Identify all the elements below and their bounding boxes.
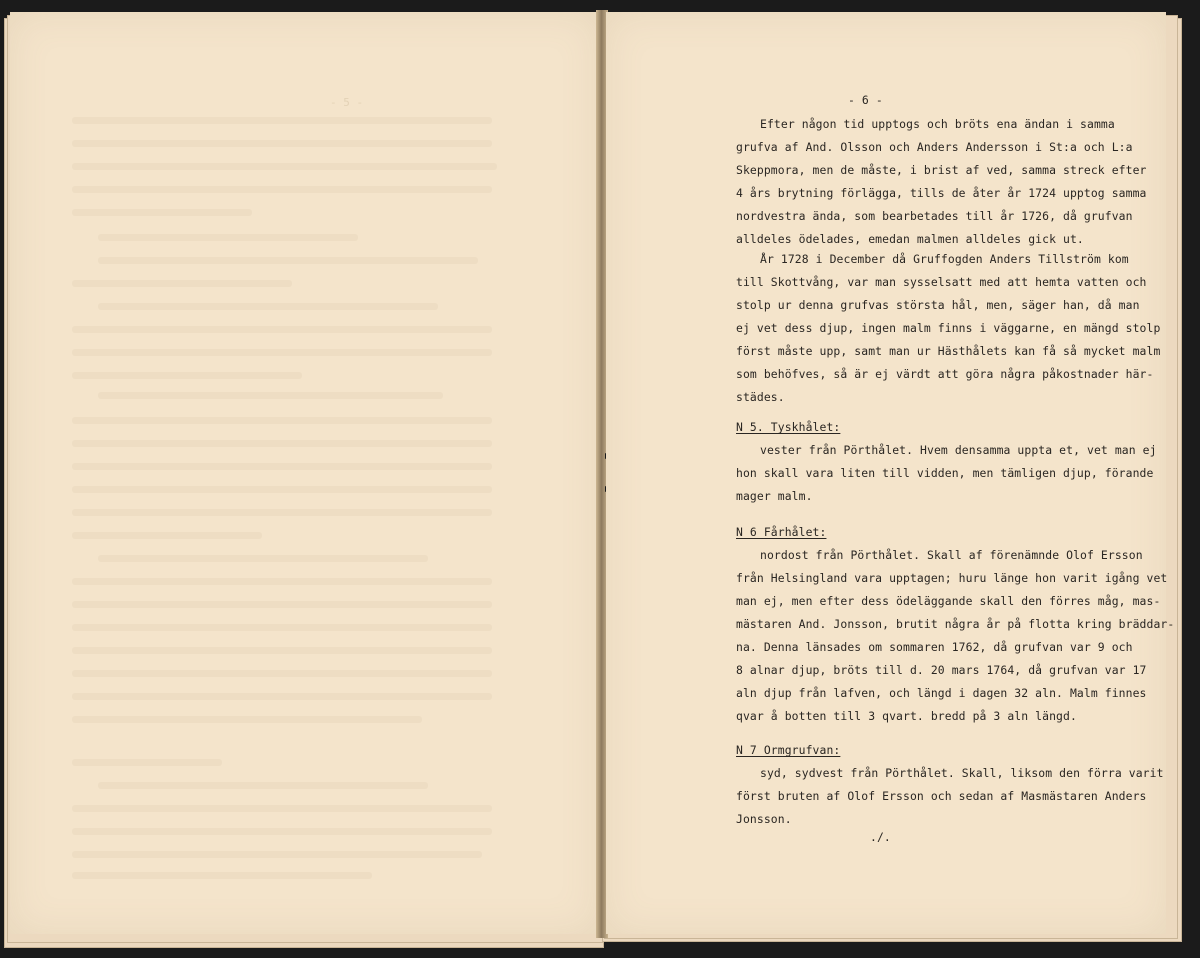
text-line: År 1728 i December då Gruffogden Anders Tillström kom <box>760 252 1129 266</box>
faded-text-line <box>72 186 492 193</box>
right-page <box>606 12 1175 934</box>
text-line: nordvestra ända, som bearbetades till år 1726, då grufvan <box>736 209 1133 223</box>
text-line: mager malm. <box>736 489 813 503</box>
faded-text-line <box>72 209 252 216</box>
faded-text-line <box>72 624 492 631</box>
faded-text-line <box>72 693 492 700</box>
left-page-number: - 5 - <box>330 96 364 109</box>
section-heading: N 5. Tyskhålet: <box>736 420 841 434</box>
faded-text-line <box>72 759 222 766</box>
text-line: aln djup från lafven, och längd i dagen 32 aln. Malm finnes <box>736 686 1147 700</box>
faded-text-line <box>72 805 492 812</box>
section-heading: N 6 Fårhålet: <box>736 525 827 539</box>
section-heading: N 7 Ormgrufvan: <box>736 743 841 757</box>
end-mark: ./. <box>870 830 891 844</box>
text-line: nordost från Pörthålet. Skall af förenämnde Olof Ersson <box>760 548 1143 562</box>
faded-text-line <box>72 163 497 170</box>
text-line: som behöfves, så är ej värdt att göra några påkostnader här- <box>736 367 1154 381</box>
faded-text-line <box>72 280 292 287</box>
faded-text-line <box>72 872 372 879</box>
faded-text-line <box>72 601 492 608</box>
faded-text-line <box>72 670 492 677</box>
faded-text-line <box>72 117 492 124</box>
text-line: hon skall vara liten till vidden, men tämligen djup, förande <box>736 466 1154 480</box>
faded-text-line <box>72 440 492 447</box>
faded-text-line <box>72 486 492 493</box>
faded-text-line <box>98 782 428 789</box>
faded-text-line <box>72 828 492 835</box>
faded-text-line <box>72 140 492 147</box>
faded-text-line <box>72 349 492 356</box>
faded-text-line <box>72 509 492 516</box>
text-line: Skeppmora, men de måste, i brist af ved, samma streck efter <box>736 163 1147 177</box>
faded-text-line <box>72 463 492 470</box>
faded-text-line <box>72 716 422 723</box>
text-line: från Helsingland vara upptagen; huru länge hon varit igång vet <box>736 571 1168 585</box>
left-page <box>10 12 598 934</box>
text-line: 4 års brytning förlägga, tills de åter år 1724 upptog samma <box>736 186 1147 200</box>
text-line: först bruten af Olof Ersson och sedan af Masmästaren Anders <box>736 789 1147 803</box>
text-line: till Skottvång, var man sysselsatt med att hemta vatten och <box>736 275 1147 289</box>
text-line: Jonsson. <box>736 812 792 826</box>
text-line: mästaren And. Jonsson, brutit några år på flotta kring bräddar- <box>736 617 1175 631</box>
text-line: alldeles ödelades, emedan malmen alldeles gick ut. <box>736 232 1084 246</box>
text-line: först måste upp, samt man ur Hästhålets kan få så mycket malm <box>736 344 1161 358</box>
faded-text-line <box>72 851 482 858</box>
text-line: na. Denna länsades om sommaren 1762, då grufvan var 9 och <box>736 640 1133 654</box>
faded-text-line <box>72 532 262 539</box>
faded-text-line <box>98 555 428 562</box>
faded-text-line <box>72 647 492 654</box>
faded-text-line <box>72 578 492 585</box>
text-line: man ej, men efter dess ödeläggande skall den förres måg, mas- <box>736 594 1161 608</box>
faded-text-line <box>98 392 443 399</box>
text-line: grufva af And. Olsson och Anders Andersson i St:a och L:a <box>736 140 1133 154</box>
text-line: qvar å botten till 3 qvart. bredd på 3 aln längd. <box>736 709 1077 723</box>
faded-text-line <box>98 257 478 264</box>
faded-text-line <box>98 234 358 241</box>
text-line: städes. <box>736 390 785 404</box>
faded-text-line <box>72 372 302 379</box>
faded-text-line <box>72 326 492 333</box>
text-line: ej vet dess djup, ingen malm finns i väggarne, en mängd stolp <box>736 321 1161 335</box>
text-line: syd, sydvest från Pörthålet. Skall, liksom den förra varit <box>760 766 1164 780</box>
text-line: vester från Pörthålet. Hvem densamma uppta et, vet man ej <box>760 443 1157 457</box>
faded-text-line <box>98 303 438 310</box>
text-line: 8 alnar djup, bröts till d. 20 mars 1764, då grufvan var 17 <box>736 663 1147 677</box>
text-line: stolp ur denna grufvas största hål, men, säger han, då man <box>736 298 1140 312</box>
text-line: Efter någon tid upptogs och bröts ena ändan i samma <box>760 117 1115 131</box>
faded-text-line <box>72 417 492 424</box>
page-number: - 6 - <box>848 93 883 107</box>
